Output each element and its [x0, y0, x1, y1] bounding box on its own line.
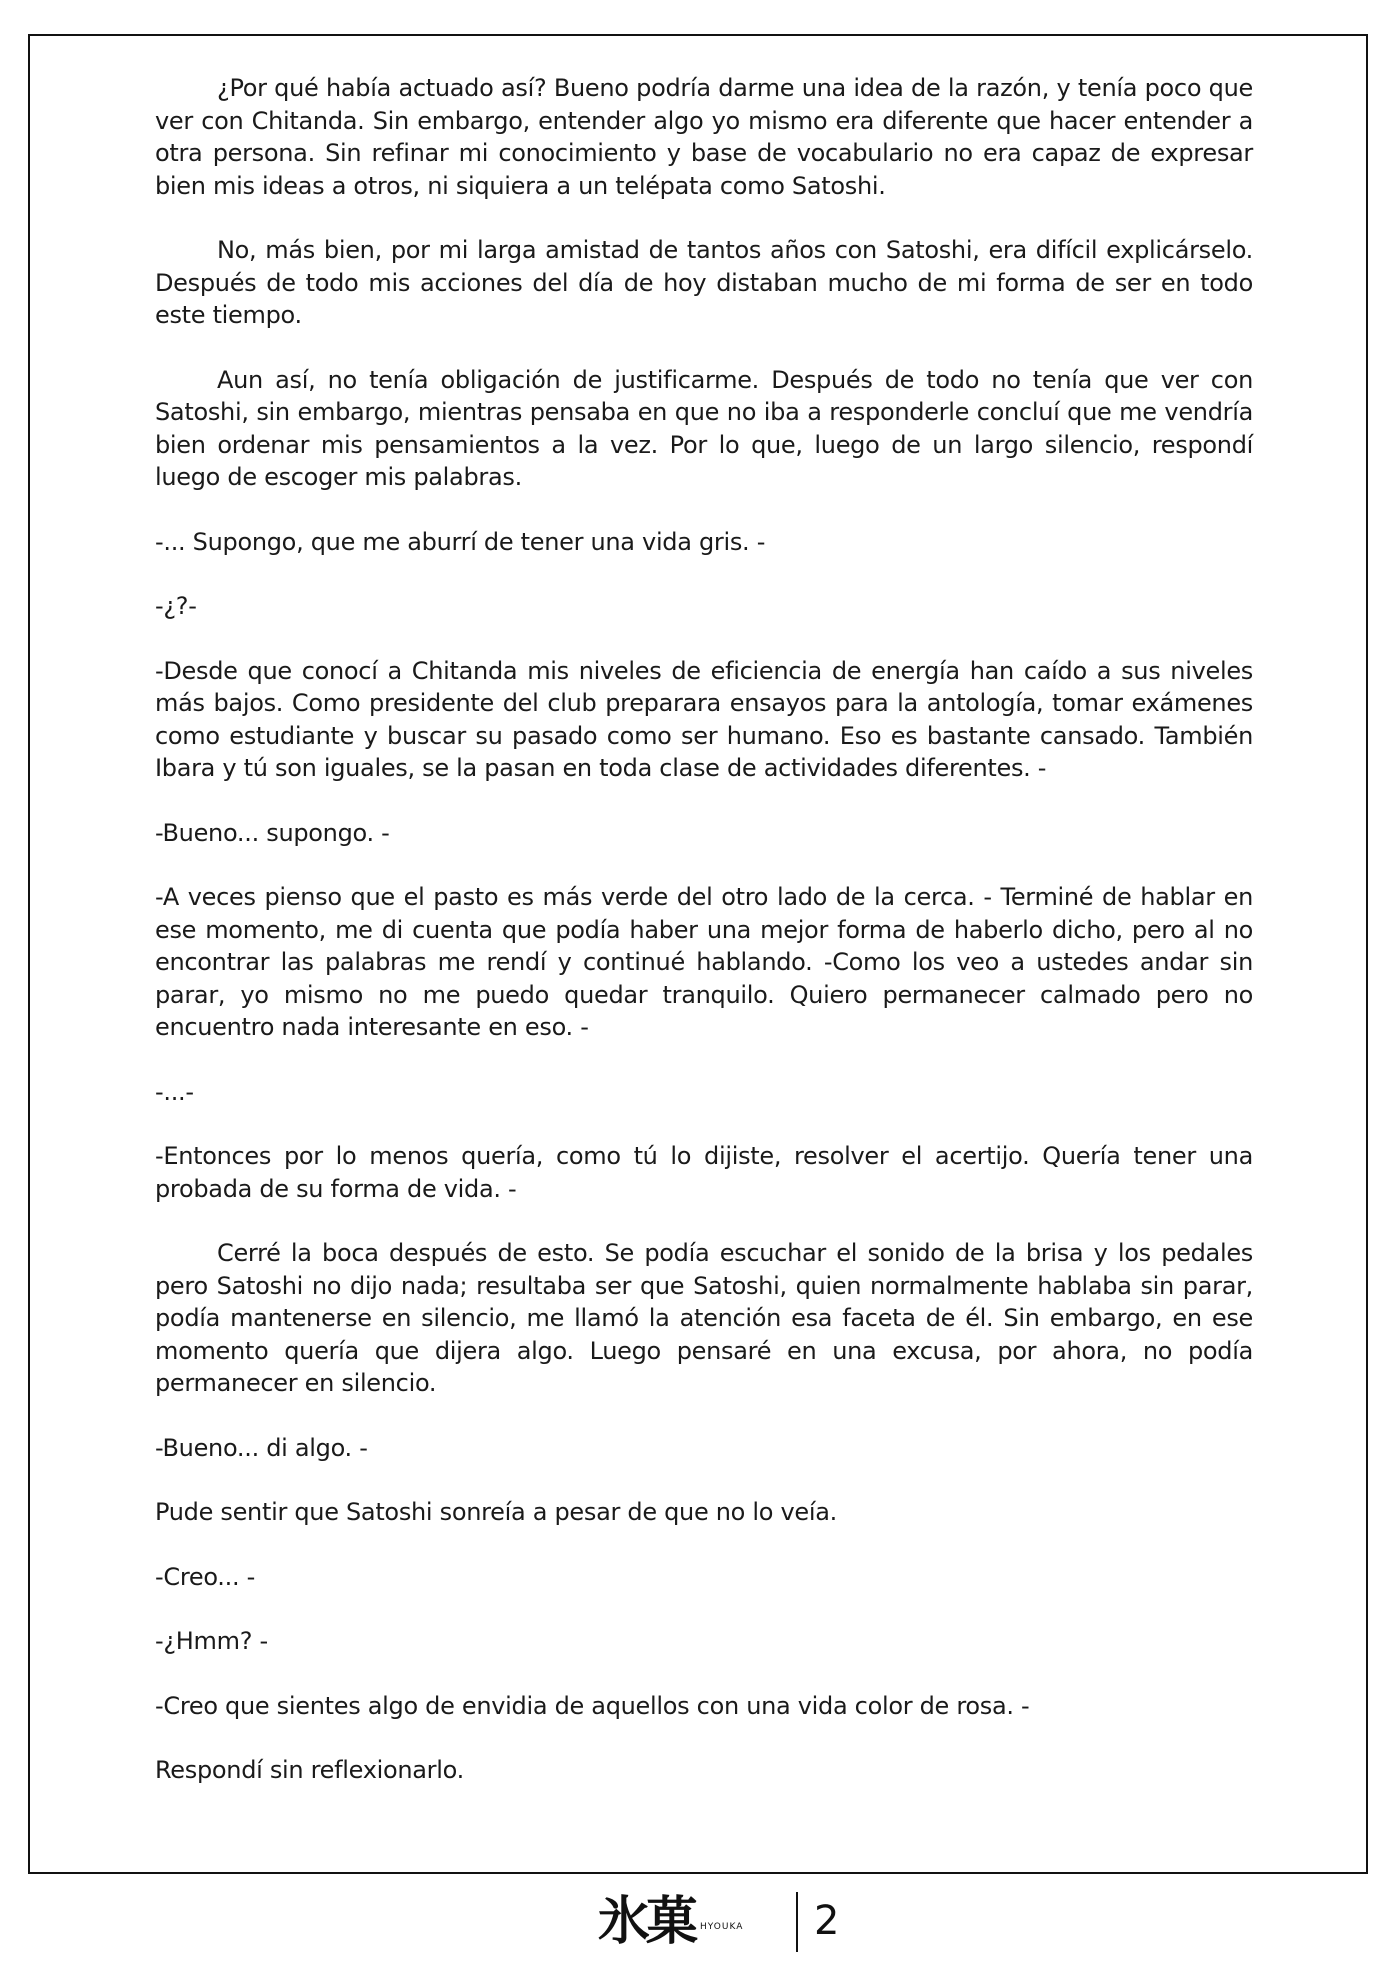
paragraph: Aun así, no tenía obligación de justificarme. Después de todo no tenía que ver con Satoshi, sin embargo, mientras pensaba en que no iba a responderle concluí que me vendría bien ordenar mis pensamientos a la vez. Por lo que, luego de un largo silencio, respondí luego de escoger mis palabras.: [155, 365, 1253, 491]
dialogue-line: -Desde que conocí a Chitanda mis niveles de eficiencia de energía han caído a sus niveles más bajos. Como presidente del club preparara ensayos para la antología, tomar exámenes como estudiante y buscar su pasado como ser humano. Eso es bastante cansado. También Ibara y tú son iguales, se la pasan en toda clase de actividades diferentes. -: [155, 656, 1253, 782]
page-frame: [28, 34, 1368, 1874]
logo-latin: HYOUKA: [700, 1922, 744, 1932]
dialogue-line: -Bueno... supongo. -: [155, 818, 390, 847]
dialogue-line: -Creo que sientes algo de envidia de aquellos con una vida color de rosa. -: [155, 1691, 1030, 1720]
paragraph: Pude sentir que Satoshi sonreía a pesar de que no lo veía.: [155, 1498, 837, 1526]
dialogue-line: -Creo... -: [155, 1562, 255, 1591]
footer-divider: [796, 1892, 798, 1952]
paragraph: ¿Por qué había actuado así? Bueno podría darme una idea de la razón, y tenía poco que ver con Chitanda. Sin embargo, entender algo yo mismo era diferente que hacer entender a otra persona. Sin refinar mi conocimiento y base de vocabulario no era capaz de expresar bien mis ideas a otros, ni siquiera a un telépata como Satoshi.: [155, 74, 1253, 200]
dialogue-line: -Bueno... di algo. -: [155, 1433, 368, 1462]
dialogue-line: -¿Hmm? -: [155, 1627, 268, 1655]
page-number: 2: [814, 1898, 840, 1944]
dialogue-line: -... Supongo, que me aburrí de tener una vida gris. -: [155, 527, 766, 556]
paragraph: Cerré la boca después de esto. Se podía escuchar el sonido de la brisa y los pedales pero Satoshi no dijo nada; resultaba ser que Satoshi, quien normalmente hablaba sin parar, podía mantenerse en silencio, me llamó la atención esa faceta de él. Sin embargo, en ese momento quería que dijera algo. Luego pensaré en una excusa, por ahora, no podía permanecer en silencio.: [155, 1239, 1253, 1397]
paragraph: No, más bien, por mi larga amistad de tantos años con Satoshi, era difícil explicárselo. Después de todo mis acciones del día de hoy distaban mucho de mi forma de ser en todo este tiempo.: [155, 236, 1253, 329]
paragraph: Respondí sin reflexionarlo.: [155, 1756, 464, 1784]
dialogue-line: -...-: [155, 1077, 194, 1106]
hyouka-logo: [598, 1892, 743, 1952]
logo-kanji: 氷菓: [598, 1891, 695, 1952]
dialogue-line: -¿?-: [155, 592, 197, 620]
page-footer: [0, 1890, 1400, 1960]
dialogue-line: -Entonces por lo menos quería, como tú lo dijiste, resolver el acertijo. Quería tener una probada de su forma de vida. -: [155, 1142, 1253, 1203]
dialogue-line: -A veces pienso que el pasto es más verde del otro lado de la cerca. - Terminé de hablar en ese momento, me di cuenta que podía haber una mejor forma de haberlo dicho, pero al no encontrar las palabras me rendí y continué hablando. -Como los veo a ustedes andar sin parar, yo mismo no me puedo quedar tranquilo. Quiero permanecer calmado pero no encuentro nada interesante en eso. -: [155, 883, 1253, 1041]
text-body: [155, 72, 1253, 1819]
